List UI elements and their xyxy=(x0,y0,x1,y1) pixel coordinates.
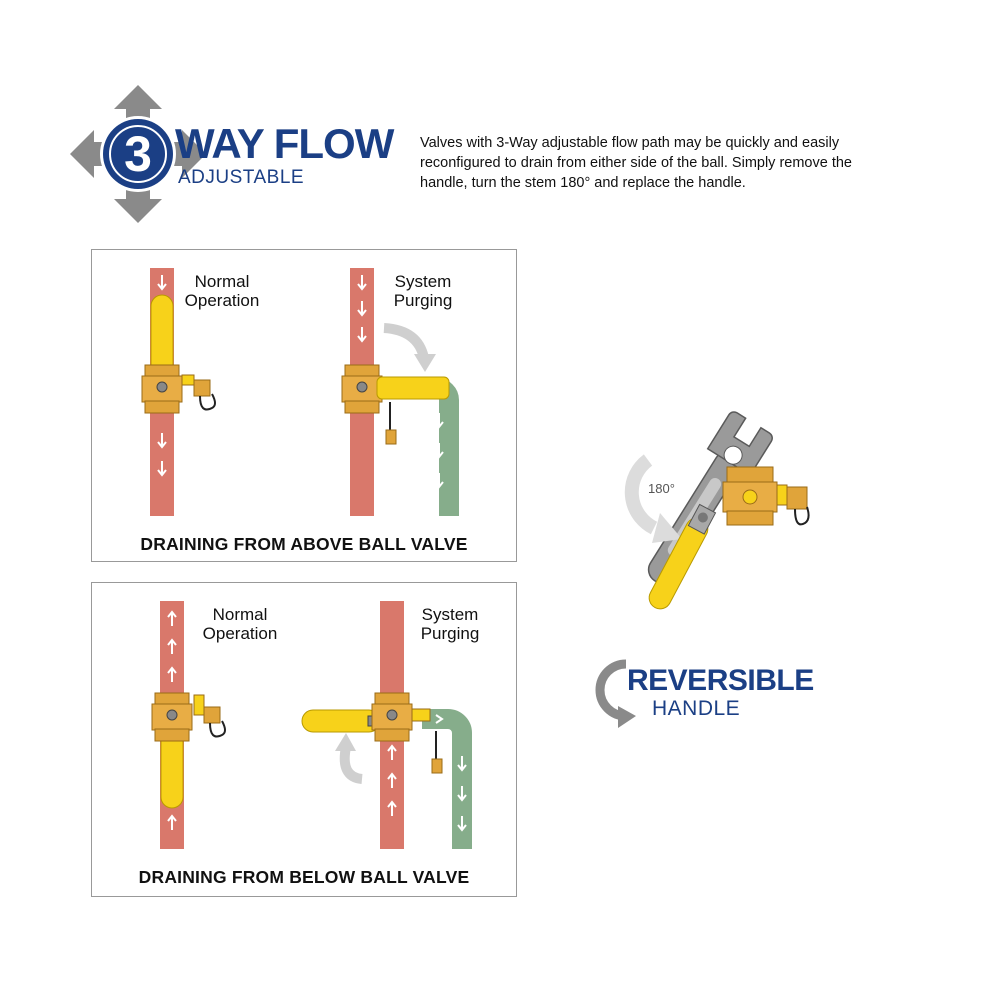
drain-pipe xyxy=(392,388,449,516)
description-text: Valves with 3-Way adjustable flow path may be quickly and easily reconfigured to drain from either side of the ball. Simply remove the handle, turn the stem 180° and replace the handle. xyxy=(420,135,852,191)
ball-valve xyxy=(152,693,225,741)
brand-title: WAY FLOW xyxy=(175,120,394,167)
rotate-arrow-icon xyxy=(384,328,424,358)
reversible-title: REVERSIBLE xyxy=(627,664,814,697)
reversible-subtitle: HANDLE xyxy=(652,697,741,720)
drain-pipe xyxy=(422,719,462,849)
ball-valve xyxy=(302,693,442,773)
normal-operation-label: Normal Operation xyxy=(184,272,260,310)
panel-draining-above xyxy=(91,249,517,562)
normal-operation-label: Normal Operation xyxy=(202,605,278,643)
panel-caption: DRAINING FROM ABOVE BALL VALVE xyxy=(140,534,468,554)
rotate-arrow-icon xyxy=(345,747,362,779)
reversible-handle-diagram xyxy=(590,335,850,625)
system-purging-label: System Purging xyxy=(420,605,480,643)
brand-subtitle: ADJUSTABLE xyxy=(178,167,305,188)
panel-caption: DRAINING FROM BELOW BALL VALVE xyxy=(138,867,470,887)
badge-number: 3 xyxy=(124,126,152,182)
rotation-label: 180° xyxy=(648,481,675,496)
ball-valve xyxy=(142,365,215,413)
system-purging-label: System Purging xyxy=(393,272,453,310)
panel-draining-below xyxy=(91,582,517,897)
ball-valve xyxy=(723,467,809,525)
